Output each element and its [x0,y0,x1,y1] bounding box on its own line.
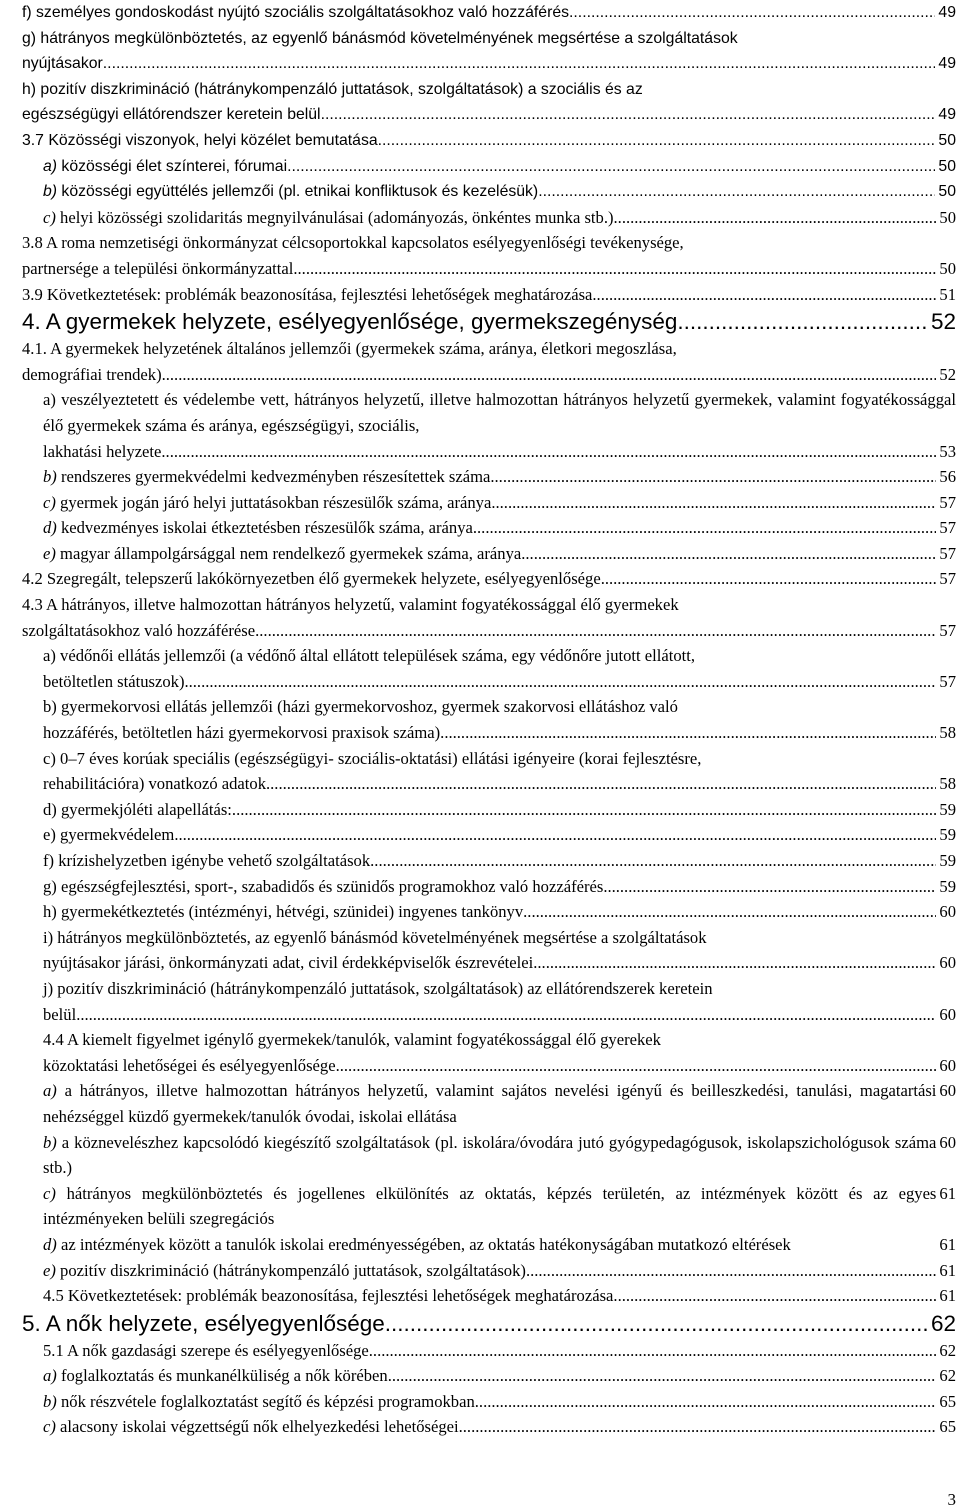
toc-entry-title: hozzáférés, betöltetlen házi gyermekorvosi praxisok száma) [43,723,441,743]
toc-entry-title: c) hátrányos megkülönböztetés és jogellenes elkülönítés az oktatás, képzés területén, az intézmények között és az egyes intézményeken belüli szegregációs [43,1183,937,1229]
toc-entry-lead: 3.8 A roma nemzetiségi önkormányzat célcsoportokkal kapcsolatos esélyegyenlőségi tevékenysége, [22,233,684,253]
toc-entry-title: 5.1 A nők gazdasági szerepe és esélyegyenlősége [43,1340,369,1360]
toc-entry-title: e) gyermekvédelem [43,825,175,845]
toc-entry[interactable] [22,205,956,231]
toc-entry[interactable] [22,0,956,26]
toc-entry-lead: i) hátrányos megkülönböztetés, az egyenlő bánásmód követelményének megsértése a szolgáltatások [43,927,707,947]
toc-entry[interactable] [22,1027,956,1078]
toc-entry-page: 58 [939,774,956,794]
dot-leader [184,669,936,695]
dot-leader [255,618,936,644]
toc-entry-page: 60 [939,1132,956,1152]
toc-entry[interactable] [22,976,956,1027]
toc-entry[interactable] [22,179,956,205]
toc-entry-marker: c) [43,492,56,512]
toc-entry-marker: c) [43,1417,56,1437]
toc-entry-title: 5. A nők helyzete, esélyegyenlősége [22,1310,385,1336]
toc-entry-title: nyújtásakor [22,55,103,73]
dot-leader [369,1338,937,1364]
toc-entry-page: 62 [930,1310,956,1336]
page-number: 3 [947,1490,956,1509]
toc-entry-page: 58 [939,723,956,743]
toc-entry[interactable] [22,1414,956,1440]
dot-leader [459,1414,937,1440]
toc-entry-page: 50 [939,258,956,278]
toc-entry-page: 59 [939,851,956,870]
toc-entry-marker: d) [43,518,57,538]
dot-leader [440,720,936,746]
dot-leader [614,205,937,231]
toc-entry[interactable] [22,230,956,281]
toc-entry-title: g) egészségfejlesztési, sport-, szabadidős és szünidős programokhoz való hozzáférés [43,876,604,896]
toc-entry-page: 52 [930,309,956,335]
toc-entry-page: 61 [939,1234,956,1254]
toc-entry[interactable] [22,154,956,180]
dot-leader [475,1389,937,1415]
toc-entry-title: 3.7 Közösségi viszonyok, helyi közélet bemutatása [22,131,378,149]
toc-entry-lead: b) gyermekorvosi ellátás jellemzői (házi gyermekorvoshoz, gyermek szakorvosi ellátáshoz való [43,697,678,717]
toc-entry-title: betöltetlen státuszok) [43,671,185,691]
toc-entry-title: c) gyermek jogán járó helyi juttatásokban részesülők száma, aránya [43,492,492,512]
toc-entry-marker: e) [43,543,56,563]
toc-entry-lead: a) veszélyeztetett és védelembe vett, hátrányos helyzetű, illetve halmozottan hátrányos helyzetű gyermekek, valamint fogyatékossággal élő gyermekek száma és aránya, egészségügyi, szociális, [43,390,956,435]
toc-entry-page: 49 [938,4,956,21]
toc-entry-title: e) pozitív diszkrimináció (hátránykompenzáló juttatások, szolgáltatások) [43,1260,526,1280]
dot-leader [677,308,928,336]
toc-entry[interactable] [22,592,956,643]
toc-entry-page: 59 [939,825,956,845]
toc-entry[interactable] [22,1232,956,1258]
toc-entry[interactable] [22,1078,956,1129]
toc-entry-title: 4. A gyermekek helyzete, esélyegyenlősége, gyermekszegénység [22,309,678,335]
toc-entry-title: b) rendszeres gyermekvédelmi kedvezményben részesítettek száma [43,467,491,487]
toc-entry-page: 62 [939,1340,956,1360]
toc-entry-page: 57 [939,492,956,512]
toc-entry[interactable] [22,541,956,567]
toc-entry-page: 57 [939,543,956,563]
dot-leader [370,848,936,874]
toc-entry[interactable] [22,282,956,308]
dot-leader [293,256,936,282]
toc-entry-lead: g) hátrányos megkülönböztetés, az egyenlő bánásmód követelményének megsértése a szolgáltatások [22,29,738,47]
toc-entry-title: a) közösségi élet színterei, fórumai [43,157,288,175]
toc-entry-title: f) krízishelyzetben igénybe vehető szolgáltatások [43,851,371,870]
toc-entry-title: f) személyes gondoskodást nyújtó szociális szolgáltatásokhoz való hozzáférés [22,4,570,21]
dot-leader [473,515,937,541]
dot-leader [162,362,937,388]
toc-entry-lead: a) védőnői ellátás jellemzői (a védőnő által ellátott települések száma, egy védőnőre jutott ellátott, [43,646,695,666]
toc-entry-page: 61 [939,1286,956,1306]
toc-entry-page: 51 [939,284,956,304]
toc-entry-page: 57 [939,518,956,538]
toc-entry-page: 52 [939,364,956,384]
dot-leader [521,541,936,567]
toc-entry-lead: 4.3 A hátrányos, illetve halmozottan hátrányos helyzetű, valamint fogyatékossággal élő gyermekek [22,595,679,615]
dot-leader [378,128,936,154]
toc-entry-title: e) magyar állampolgársággal nem rendelkező gyermekek száma, aránya [43,543,522,563]
toc-entry[interactable] [22,746,956,797]
toc-entry-title: 4.5 Következtetések: problémák beazonosítása, fejlesztési lehetőségek meghatározása. [43,1286,618,1306]
toc-entry-lead: c) 0–7 éves korúak speciális (egészségügyi- szociális-oktatási) ellátási igényeire (korai fejlesztésre, [43,748,702,768]
toc-entry[interactable] [22,1181,956,1232]
toc-entry[interactable] [22,848,956,874]
toc-entry[interactable] [22,77,956,128]
dot-leader [76,1002,936,1028]
toc-entry[interactable] [22,694,956,745]
toc-entry[interactable] [22,797,956,823]
toc-entry[interactable] [22,643,956,694]
toc-entry-page: 60 [939,902,956,922]
toc-entry-page: 50 [938,183,956,201]
toc-entry-page: 50 [938,131,956,149]
toc-entry-title: 3.9 Következtetések: problémák beazonosítása, fejlesztési lehetőségek meghatározása [22,284,593,304]
dot-leader [533,950,936,976]
toc-entry-page: 60 [939,1004,956,1024]
toc-entry-title: egészségügyi ellátórendszer keretein belül [22,106,321,124]
toc-entry-lead: 4.4 A kiemelt figyelmet igénylő gyermekek/tanulók, valamint fogyatékossággal élő gyerekek [43,1030,661,1050]
dot-leader [174,822,936,848]
toc-entry[interactable] [22,1338,956,1364]
toc-entry-title: belül [43,1004,77,1024]
toc-entry[interactable] [22,308,956,336]
toc-entry-page: 49 [938,106,956,124]
dot-leader [266,771,936,797]
toc-entry-marker: a) [43,1366,57,1386]
toc-entry-title: a) a hátrányos, illetve halmozottan hátrányos helyzetű, valamint sajátos nevelési igényű és beilleszkedési, tanulási, magatartási nehézséggel küzdő gyermekek/tanulók óvodai, iskolai ellátása [43,1081,937,1126]
toc-entry-page: 57 [939,569,956,589]
toc-entry-lead: 4.1. A gyermekek helyzetének általános jellemzői (gyermekek száma, aránya, életkori megoszlása, [22,339,677,359]
toc-entry[interactable] [22,490,956,516]
toc-entry-title: h) gyermekétkeztetés (intézményi, hétvégi, szünidei) ingyenes tankönyv [43,902,524,922]
toc-entry-title: d) az intézmények között a tanulók iskolai eredményességében, az oktatás hatékonyságában mutatkozó eltérések [43,1234,791,1254]
dot-leader [523,899,936,925]
dot-leader [287,154,935,180]
toc-entry[interactable] [22,1283,956,1309]
dot-leader [490,464,936,490]
toc-entry-title: d) gyermekjóléti alapellátás: [43,799,232,819]
toc-entry-marker: b) [43,1132,57,1152]
toc-entry-marker: d) [43,1234,57,1254]
toc-entry-page: 56 [939,467,956,487]
toc-entry[interactable] [22,1310,956,1338]
toc-entry-title: partnersége a települési önkormányzattal [22,258,294,278]
toc-entry-title: b) közösségi együttélés jellemzői (pl. etnikai konfliktusok és kezelésük) [43,183,539,201]
toc-entry-lead: h) pozitív diszkrimináció (hátránykompenzáló juttatások, szolgáltatások) a szociális és az [22,80,643,98]
toc-entry-page: 61 [939,1183,956,1203]
toc-entry-title: c) helyi közösségi szolidaritás megnyilvánulásai (adományozás, önkéntes munka stb.) [43,207,614,227]
toc-entry-title: szolgáltatásokhoz való hozzáférése [22,620,256,640]
toc-entry-marker: a) [43,1081,57,1101]
toc-entry-page: 50 [939,207,956,227]
toc-entry[interactable] [22,1130,956,1181]
dot-leader [232,797,936,823]
toc-entry-page: 61 [939,1260,956,1280]
dot-leader [603,874,936,900]
toc-entry-page: 60 [939,1081,956,1101]
toc-entry-title: demográfiai trendek) [22,364,162,384]
toc-entry-page: 60 [939,1055,956,1075]
toc-entry-marker: b) [43,1391,57,1411]
toc-entry[interactable] [22,515,956,541]
dot-leader [336,1053,937,1079]
toc-entry-page: 49 [938,55,956,73]
toc-entry-page: 50 [938,157,956,175]
toc-entry-marker: c) [43,1183,56,1203]
dot-leader [569,0,935,26]
toc-entry-title: d) kedvezményes iskolai étkeztetésben részesülők száma, aránya [43,518,473,538]
toc-entry-page: 59 [939,799,956,819]
toc-entry-title: b) a köznevelészhez kapcsolódó kiegészítő szolgáltatások (pl. iskolára/óvodára jutó gyógypedagógusok, iskolapszichológusok száma stb.) [43,1132,937,1178]
toc-entry[interactable] [22,874,956,900]
dot-leader [601,566,937,592]
toc-entry-page: 60 [939,953,956,973]
toc-entry-title: b) nők részvétele foglalkoztatást segítő és képzési programokban [43,1391,475,1411]
toc-entry-lead: j) pozitív diszkrimináció (hátránykompenzáló juttatások, szolgáltatások) az ellátórendszerek keretein [43,978,713,998]
toc-entry[interactable] [22,925,956,976]
dot-leader [618,1283,937,1309]
toc-entry-title: rehabilitációra) vonatkozó adatok [43,774,266,794]
toc-entry-title: közoktatási lehetőségei és esélyegyenlősége [43,1055,336,1075]
toc-entry-page: 65 [939,1417,956,1437]
table-of-contents [22,0,956,1440]
dot-leader [385,1310,928,1338]
toc-entry-page: 53 [939,441,956,461]
toc-entry[interactable] [22,1363,956,1389]
dot-leader [321,102,936,128]
toc-entry[interactable] [22,1389,956,1415]
dot-leader [592,282,936,308]
toc-entry-title: 4.2 Szegregált, telepszerű lakókörnyezetben élő gyermekek helyzete, esélyegyenlősége [22,569,601,589]
dot-leader [526,1258,936,1284]
toc-entry-marker: b) [43,467,57,487]
toc-entry-page: 59 [939,876,956,896]
toc-entry[interactable] [22,899,956,925]
toc-entry[interactable] [22,566,956,592]
toc-entry-title: a) foglalkoztatás és munkanélküliség a nők körében [43,1366,388,1386]
toc-entry[interactable] [22,387,956,464]
toc-entry-title: nyújtásakor járási, önkormányzati adat, civil érdekképviselők észrevételei [43,953,534,973]
dot-leader [161,439,936,465]
toc-entry[interactable] [22,822,956,848]
toc-entry-page: 62 [939,1366,956,1386]
dot-leader [388,1363,937,1389]
toc-entry-marker: b) [43,183,58,201]
toc-entry-marker: e) [43,1260,56,1280]
toc-entry[interactable] [22,336,956,387]
toc-entry-title: c) alacsony iskolai végzettségű nők elhelyezkedési lehetőségei [43,1417,459,1437]
toc-entry-page: 57 [939,671,956,691]
toc-entry[interactable] [22,1258,956,1284]
toc-entry-marker: c) [43,207,56,227]
toc-entry-page: 65 [939,1391,956,1411]
toc-entry-marker: a) [43,157,58,175]
toc-entry[interactable] [22,26,956,77]
toc-entry[interactable] [22,128,956,154]
toc-entry-page: 57 [939,620,956,640]
dot-leader [103,51,936,77]
dot-leader [538,179,935,205]
toc-entry-title: lakhatási helyzete [43,441,162,461]
toc-entry[interactable] [22,464,956,490]
dot-leader [491,490,936,516]
